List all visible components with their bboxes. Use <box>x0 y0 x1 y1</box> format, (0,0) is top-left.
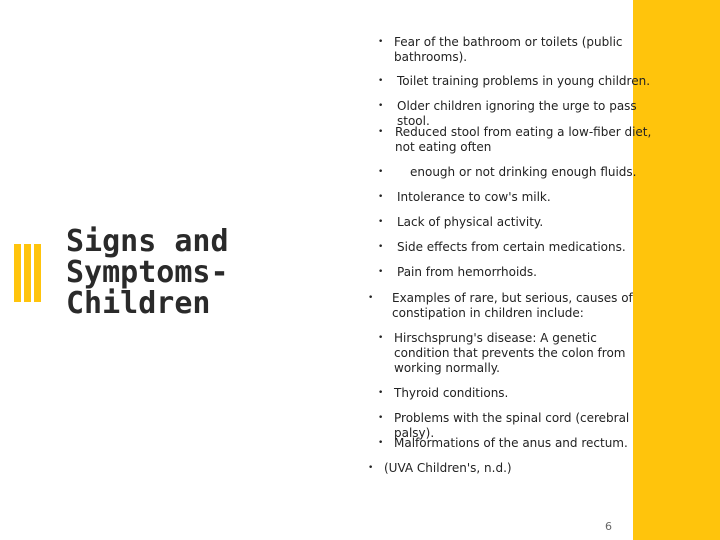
slide-title: Signs and Symptoms- Children <box>66 224 229 321</box>
bullet-dot: • <box>378 167 384 177</box>
bullet-text: Intolerance to cow's milk. <box>397 190 551 204</box>
bullet-dot: • <box>378 76 384 86</box>
bullet-text: Fear of the bathroom or toilets (public bathrooms). <box>394 35 623 64</box>
bullet-dot: • <box>378 127 384 137</box>
bullet-dot: • <box>368 463 374 473</box>
bullet-item <box>378 265 638 280</box>
bullet-text: Thyroid conditions. <box>394 386 509 400</box>
bullet-text: Side effects from certain medications. <box>397 240 626 254</box>
bullet-dot: • <box>378 438 384 448</box>
bullet-dot: • <box>378 217 384 227</box>
bullet-item <box>378 74 658 89</box>
bullet-dot: • <box>378 413 384 423</box>
bullet-dot: • <box>378 333 384 343</box>
bullet-dot: • <box>378 242 384 252</box>
bullet-dot: • <box>368 293 374 303</box>
stripe <box>34 244 41 302</box>
bullet-item <box>378 240 638 255</box>
bullet-text: Problems with the spinal cord (cerebral palsy). <box>394 411 630 440</box>
bullet-item <box>378 436 638 451</box>
bullet-item <box>368 461 628 476</box>
decorative-stripes <box>14 244 42 302</box>
bullet-text: Examples of rare, but serious, causes of constipation in children include: <box>392 291 633 320</box>
page-number: 6 <box>605 520 612 533</box>
bullet-dot: • <box>378 37 384 47</box>
bullet-item <box>378 190 638 205</box>
bullet-item <box>378 215 638 230</box>
bullet-item <box>378 386 638 401</box>
bullet-dot: • <box>378 101 384 111</box>
bullet-item <box>378 35 628 65</box>
bullet-text: Lack of physical activity. <box>397 215 544 229</box>
bullet-item <box>378 165 648 180</box>
bullet-dot: • <box>378 192 384 202</box>
bullet-item <box>378 331 638 376</box>
bullet-text: enough or not drinking enough fluids. <box>410 165 637 179</box>
bullet-dot: • <box>378 388 384 398</box>
stripe <box>14 244 21 302</box>
bullet-text: Pain from hemorrhoids. <box>397 265 537 279</box>
bullet-text: (UVA Children's, n.d.) <box>384 461 512 475</box>
bullet-text: Hirschsprung's disease: A genetic condition that prevents the colon from working normally. <box>394 331 626 375</box>
bullet-item <box>368 291 638 321</box>
bullet-text: Malformations of the anus and rectum. <box>394 436 628 450</box>
bullet-text: Toilet training problems in young children. <box>397 74 651 88</box>
bullet-dot: • <box>378 267 384 277</box>
bullet-text: Reduced stool from eating a low-fiber diet, not eating often <box>395 125 652 154</box>
stripe <box>24 244 31 302</box>
bullet-item <box>378 125 668 155</box>
bullet-text: Older children ignoring the urge to pass stool. <box>397 99 637 128</box>
